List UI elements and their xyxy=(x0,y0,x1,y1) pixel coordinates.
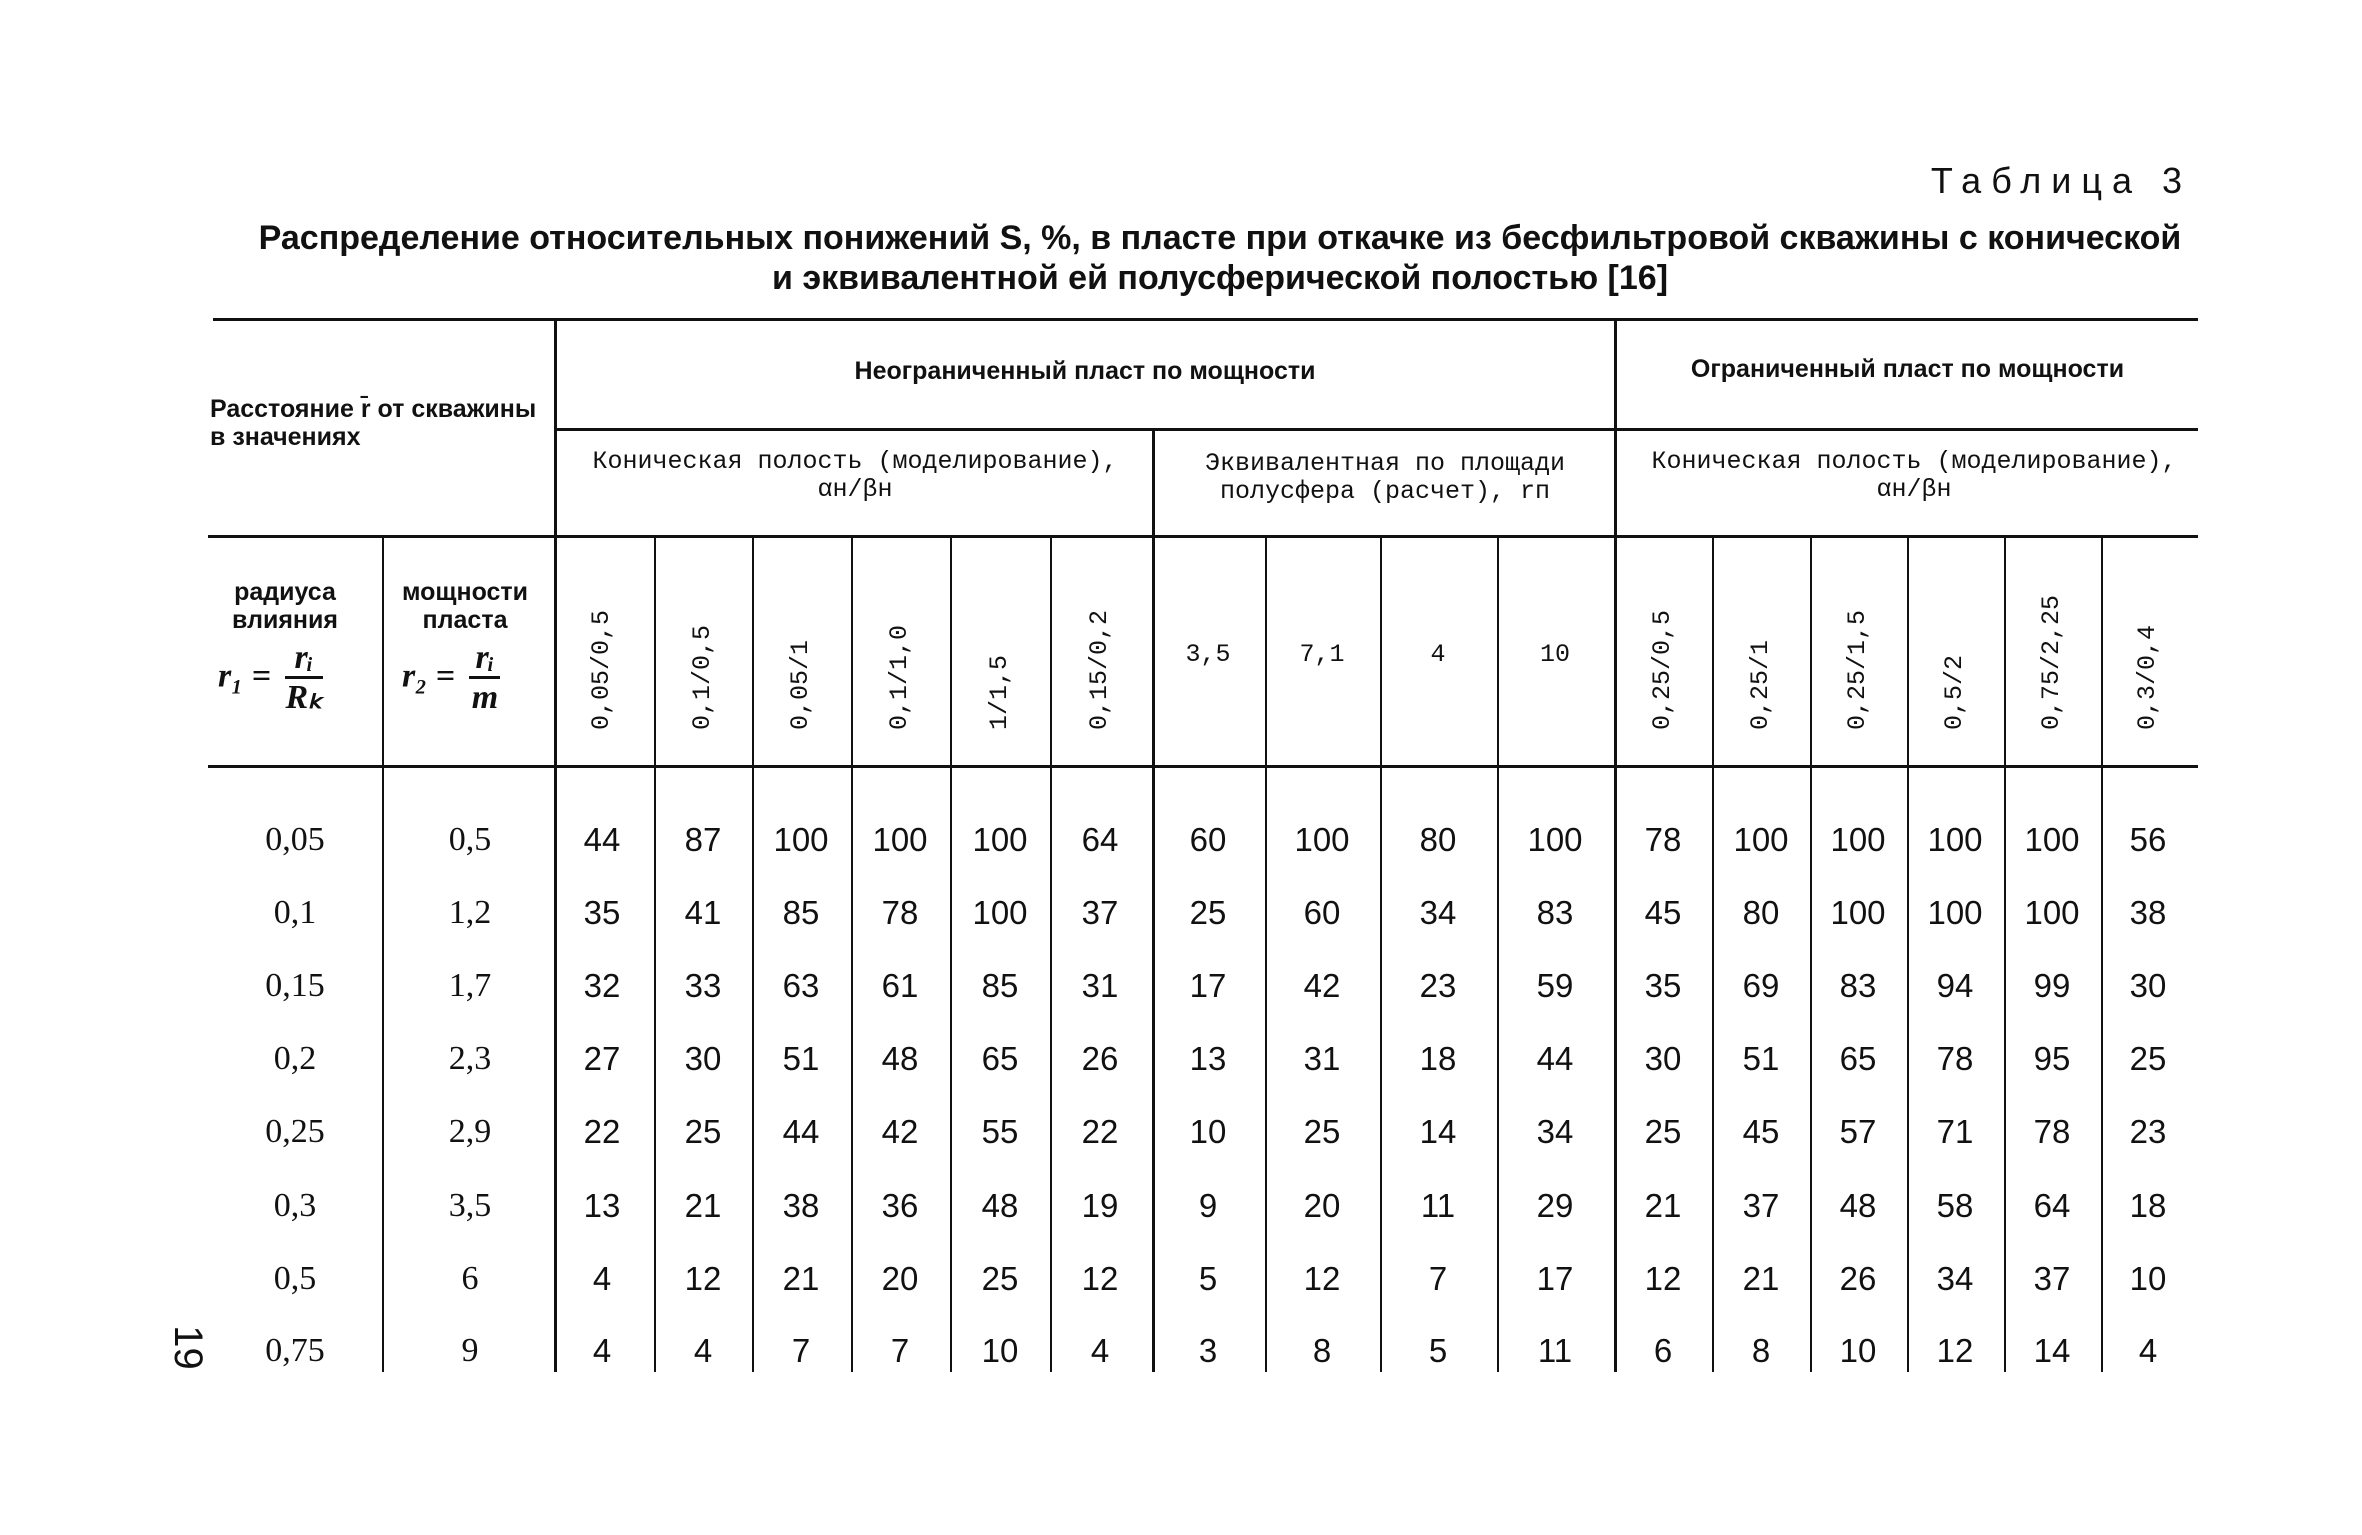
table-cell: 30 xyxy=(1644,1040,1682,1077)
column-header: 0,05/1 xyxy=(786,639,815,730)
table-cell: 11 xyxy=(1537,1332,1573,1369)
table-cell: 60 xyxy=(1189,821,1227,858)
vrule xyxy=(1907,537,1909,1372)
table-cell: 34 xyxy=(1536,1113,1574,1150)
thickness-formula xyxy=(402,640,500,717)
table-cell: 23 xyxy=(2129,1113,2167,1150)
radius-formula-num: rᵢ xyxy=(285,640,322,679)
row-r2-value: 0,5 xyxy=(448,821,492,858)
table-cell: 21 xyxy=(1742,1260,1780,1297)
table-cell: 17 xyxy=(1536,1260,1574,1297)
table-cell: 12 xyxy=(1936,1332,1974,1369)
radius-formula xyxy=(218,640,323,717)
table-cell: 4 xyxy=(693,1332,713,1369)
table-cell: 85 xyxy=(981,967,1019,1004)
table-cell: 12 xyxy=(1644,1260,1682,1297)
table-cell: 25 xyxy=(2129,1040,2167,1077)
table-cell: 33 xyxy=(684,967,722,1004)
table-cell: 78 xyxy=(881,894,919,931)
table-cell: 78 xyxy=(1644,821,1682,858)
table-cell: 31 xyxy=(1303,1040,1341,1077)
vrule xyxy=(2101,537,2103,1372)
vrule xyxy=(1810,537,1812,1372)
table-cell: 71 xyxy=(1936,1113,1974,1150)
table-cell: 100 xyxy=(1527,821,1583,858)
table-cell: 44 xyxy=(782,1113,820,1150)
table-cell: 83 xyxy=(1839,967,1877,1004)
table-cell: 100 xyxy=(2024,894,2080,931)
row-r2-value: 6 xyxy=(461,1260,479,1297)
table-cell: 12 xyxy=(684,1260,722,1297)
table-cell: 60 xyxy=(1303,894,1341,931)
table-cell: 10 xyxy=(2129,1260,2167,1297)
vrule-hemisphere xyxy=(1152,430,1155,1372)
table-cell: 63 xyxy=(782,967,820,1004)
header-conical: Коническая полость (моделирование), αн/βн xyxy=(592,447,1118,504)
column-header: 10 xyxy=(1539,640,1570,669)
table-cell: 37 xyxy=(1742,1187,1780,1224)
vrule xyxy=(752,537,754,1372)
vrule xyxy=(1380,537,1382,1372)
table-cell: 85 xyxy=(782,894,820,931)
header-limited: Ограниченный пласт по мощности xyxy=(1690,355,2125,383)
row-r1-value: 0,05 xyxy=(265,821,325,858)
table-cell: 55 xyxy=(981,1113,1019,1150)
vrule xyxy=(1712,537,1714,1372)
thickness-formula-num: rᵢ xyxy=(469,640,500,679)
table-cell: 94 xyxy=(1936,967,1974,1004)
table-cell: 65 xyxy=(981,1040,1019,1077)
table-cell: 48 xyxy=(981,1187,1019,1224)
table-label: Таблица 3 xyxy=(1930,160,2192,201)
row-r1-value: 0,1 xyxy=(273,894,317,931)
table-cell: 3 xyxy=(1198,1332,1218,1369)
table-cell: 23 xyxy=(1419,967,1457,1004)
column-header: 0,1/1,0 xyxy=(885,624,914,730)
table-cell: 45 xyxy=(1644,894,1682,931)
table-cell: 95 xyxy=(2033,1040,2071,1077)
table-cell: 42 xyxy=(881,1113,919,1150)
column-header: 0,75/2,25 xyxy=(2037,594,2066,730)
table-cell: 13 xyxy=(1189,1040,1227,1077)
table-cell: 100 xyxy=(1830,894,1886,931)
header-conical-limited: Коническая полость (моделирование), αн/βн xyxy=(1651,447,2177,504)
table-cell: 31 xyxy=(1081,967,1119,1004)
title-line-2: и эквивалентной ей полусферической полостью [16] xyxy=(771,259,1669,297)
table-cell: 64 xyxy=(2033,1187,2071,1224)
page-number: 19 xyxy=(165,1325,210,1370)
table-cell: 10 xyxy=(1839,1332,1877,1369)
table-cell: 78 xyxy=(2033,1113,2071,1150)
column-header: 4 xyxy=(1430,640,1446,669)
row-r2-value: 3,5 xyxy=(448,1187,492,1224)
table-title xyxy=(230,218,2210,298)
table-cell: 21 xyxy=(782,1260,820,1297)
header-radius-label: радиуса влияния xyxy=(232,578,338,634)
table-cell: 11 xyxy=(1420,1187,1456,1224)
column-header: 1/1,5 xyxy=(985,654,1014,730)
table-cell: 19 xyxy=(1081,1187,1119,1224)
table-cell: 25 xyxy=(1644,1113,1682,1150)
table-cell: 38 xyxy=(782,1187,820,1224)
table-cell: 4 xyxy=(592,1260,612,1297)
table-cell: 25 xyxy=(1303,1113,1341,1150)
table-cell: 30 xyxy=(2129,967,2167,1004)
table-cell: 42 xyxy=(1303,967,1341,1004)
header-unlimited: Неограниченный пласт по мощности xyxy=(854,357,1316,385)
table-cell: 7 xyxy=(1428,1260,1448,1297)
table-cell: 10 xyxy=(1189,1113,1227,1150)
table-cell: 8 xyxy=(1312,1332,1332,1369)
table-cell: 8 xyxy=(1751,1332,1771,1369)
thickness-formula-lhs: r₂ = xyxy=(402,657,455,695)
table-cell: 65 xyxy=(1839,1040,1877,1077)
table-cell: 27 xyxy=(583,1040,621,1077)
table-cell: 37 xyxy=(2033,1260,2071,1297)
header-thickness-label: мощности пласта xyxy=(401,578,529,634)
row-r2-value: 1,7 xyxy=(448,967,492,1004)
table-cell: 78 xyxy=(1936,1040,1974,1077)
table-cell: 41 xyxy=(684,894,722,931)
row-r2-value: 1,2 xyxy=(448,894,492,931)
vrule xyxy=(1050,537,1052,1372)
thickness-formula-den: m xyxy=(471,679,499,716)
table-cell: 48 xyxy=(1839,1187,1877,1224)
column-header: 0,25/0,5 xyxy=(1648,609,1677,730)
table-cell: 48 xyxy=(881,1040,919,1077)
vrule xyxy=(654,537,656,1372)
table-cell: 21 xyxy=(1644,1187,1682,1224)
table-cell: 4 xyxy=(2138,1332,2158,1369)
vrule xyxy=(851,537,853,1372)
table-cell: 17 xyxy=(1189,967,1227,1004)
column-header: 0,3/0,4 xyxy=(2133,624,2162,730)
table-cell: 99 xyxy=(2033,967,2071,1004)
row-r2-value: 9 xyxy=(461,1332,479,1369)
table-cell: 7 xyxy=(791,1332,811,1369)
table-cell: 5 xyxy=(1428,1332,1448,1369)
table-cell: 20 xyxy=(1303,1187,1341,1224)
table-cell: 30 xyxy=(684,1040,722,1077)
table-cell: 18 xyxy=(2129,1187,2167,1224)
table-cell: 35 xyxy=(583,894,621,931)
radius-formula-lhs: r₁ = xyxy=(218,657,271,695)
rule-header-lower xyxy=(208,535,2198,538)
table-cell: 44 xyxy=(583,821,621,858)
vrule xyxy=(1497,537,1499,1372)
table-cell: 61 xyxy=(881,967,919,1004)
table-cell: 29 xyxy=(1536,1187,1574,1224)
column-header: 0,25/1,5 xyxy=(1843,609,1872,730)
table-cell: 12 xyxy=(1303,1260,1341,1297)
table-cell: 69 xyxy=(1742,967,1780,1004)
column-header: 0,05/0,5 xyxy=(587,609,616,730)
table-cell: 100 xyxy=(1927,821,1983,858)
table-cell: 87 xyxy=(684,821,722,858)
table-cell: 59 xyxy=(1536,967,1574,1004)
column-header: 7,1 xyxy=(1299,640,1345,669)
table-cell: 100 xyxy=(1830,821,1886,858)
vrule xyxy=(950,537,952,1372)
table-cell: 100 xyxy=(1927,894,1983,931)
title-line-1: Распределение относительных понижений S, %, в пласте при откачке из бесфильтровой скважины с конической xyxy=(258,219,2182,257)
rule-header-mid xyxy=(556,428,2198,431)
row-r1-value: 0,5 xyxy=(273,1260,317,1297)
table-cell: 45 xyxy=(1742,1113,1780,1150)
table-cell: 37 xyxy=(1081,894,1119,931)
table-cell: 51 xyxy=(1742,1040,1780,1077)
table-cell: 20 xyxy=(881,1260,919,1297)
table-cell: 4 xyxy=(1090,1332,1110,1369)
row-r1-value: 0,75 xyxy=(265,1332,325,1369)
table-cell: 12 xyxy=(1081,1260,1119,1297)
table-cell: 22 xyxy=(583,1113,621,1150)
column-header: 3,5 xyxy=(1185,640,1231,669)
table-cell: 25 xyxy=(981,1260,1019,1297)
column-header: 0,15/0,2 xyxy=(1085,609,1114,730)
table-cell: 100 xyxy=(872,821,928,858)
table-cell: 56 xyxy=(2129,821,2167,858)
table-cell: 21 xyxy=(684,1187,722,1224)
table-cell: 18 xyxy=(1419,1040,1457,1077)
table-cell: 25 xyxy=(1189,894,1227,931)
table-cell: 34 xyxy=(1419,894,1457,931)
table-cell: 100 xyxy=(1733,821,1789,858)
table-cell: 44 xyxy=(1536,1040,1574,1077)
column-header: 0,5/2 xyxy=(1940,654,1969,730)
table-cell: 57 xyxy=(1839,1113,1877,1150)
header-distance: Расстояние r̄ от скважины в значениях xyxy=(210,395,537,451)
table-cell: 26 xyxy=(1839,1260,1877,1297)
row-r1-value: 0,15 xyxy=(265,967,325,1004)
table-cell: 100 xyxy=(773,821,829,858)
table-cell: 10 xyxy=(981,1332,1019,1369)
table-cell: 58 xyxy=(1936,1187,1974,1224)
rule-header-bottom xyxy=(208,765,2198,768)
rule-top xyxy=(213,318,2198,321)
table-cell: 64 xyxy=(1081,821,1119,858)
row-r2-value: 2,3 xyxy=(448,1040,492,1077)
table-cell: 7 xyxy=(890,1332,910,1369)
table-cell: 25 xyxy=(684,1113,722,1150)
vrule xyxy=(2004,537,2006,1372)
table-cell: 13 xyxy=(583,1187,621,1224)
table-cell: 100 xyxy=(1294,821,1350,858)
column-header: 0,25/1 xyxy=(1746,639,1775,730)
row-r1-value: 0,2 xyxy=(273,1040,317,1077)
table-cell: 100 xyxy=(2024,821,2080,858)
table-cell: 34 xyxy=(1936,1260,1974,1297)
table-cell: 5 xyxy=(1198,1260,1218,1297)
table-cell: 83 xyxy=(1536,894,1574,931)
table-cell: 35 xyxy=(1644,967,1682,1004)
table-cell: 80 xyxy=(1742,894,1780,931)
row-r1-value: 0,3 xyxy=(273,1187,317,1224)
vrule xyxy=(1265,537,1267,1372)
table-cell: 14 xyxy=(1419,1113,1457,1150)
header-hemisphere: Эквивалентная по площади полусфера (расчет), rп xyxy=(1204,449,1566,506)
row-r2-value: 2,9 xyxy=(448,1113,492,1150)
table-cell: 22 xyxy=(1081,1113,1119,1150)
vrule-subcols xyxy=(382,537,384,1372)
table-cell: 100 xyxy=(972,894,1028,931)
column-header: 0,1/0,5 xyxy=(688,624,717,730)
table-cell: 9 xyxy=(1198,1187,1218,1224)
table-cell: 51 xyxy=(782,1040,820,1077)
table-cell: 100 xyxy=(972,821,1028,858)
table-cell: 4 xyxy=(592,1332,612,1369)
table-cell: 80 xyxy=(1419,821,1457,858)
table-cell: 26 xyxy=(1081,1040,1119,1077)
row-r1-value: 0,25 xyxy=(265,1113,325,1150)
table-cell: 32 xyxy=(583,967,621,1004)
table-cell: 36 xyxy=(881,1187,919,1224)
table-cell: 14 xyxy=(2033,1332,2071,1369)
radius-formula-den: Rₖ xyxy=(285,679,323,716)
table-cell: 38 xyxy=(2129,894,2167,931)
table-cell: 6 xyxy=(1653,1332,1673,1369)
